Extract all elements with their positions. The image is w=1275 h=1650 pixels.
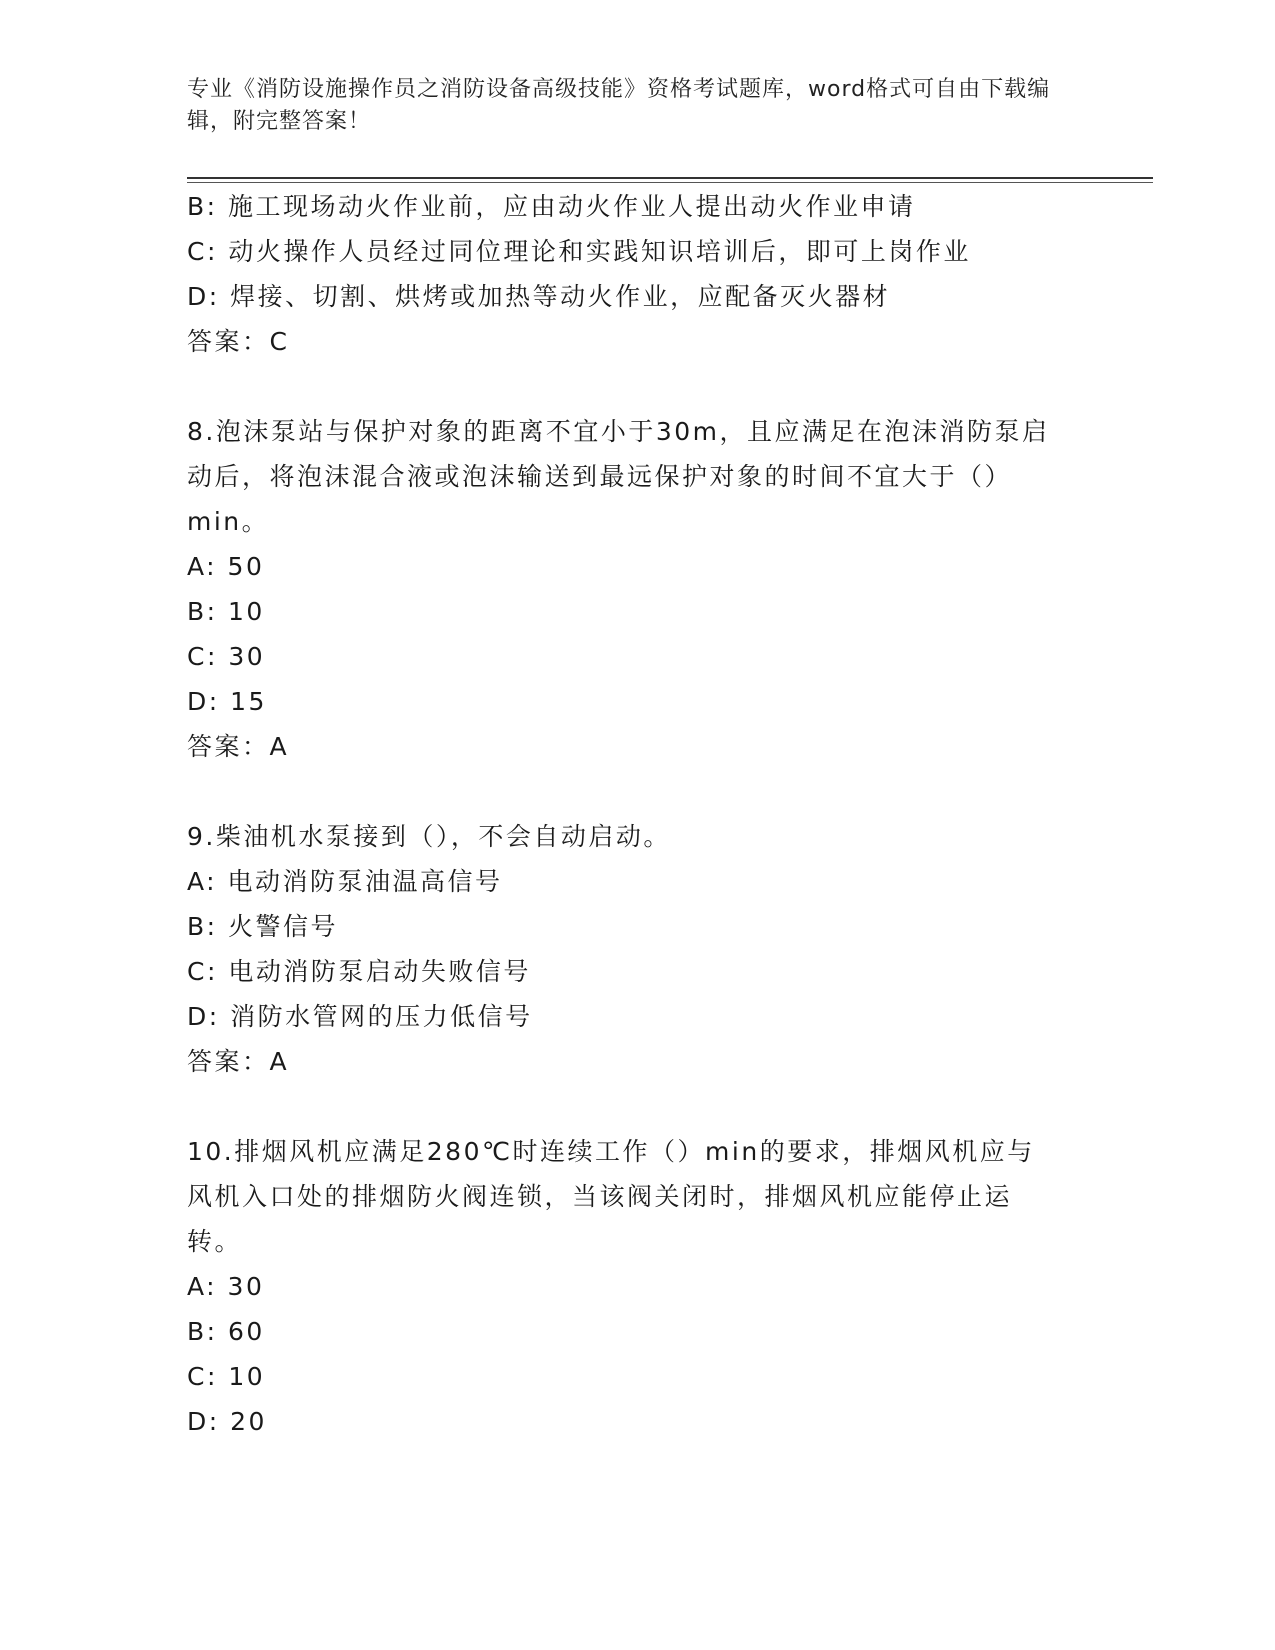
- q8-stem-line-2: 动后，将泡沫混合液或泡沫输送到最远保护对象的时间不宜大于（）: [187, 462, 1013, 491]
- q8-option-b: B: 10: [187, 597, 265, 626]
- q9-stem: 9.柴油机水泵接到（），不会自动启动。: [187, 822, 671, 851]
- q9-option-a: A: 电动消防泵油温高信号: [187, 867, 503, 896]
- q10-option-b: B: 60: [187, 1317, 265, 1346]
- q10-option-c: C: 10: [187, 1362, 266, 1391]
- q8-answer: 答案：A: [187, 732, 290, 761]
- q8-option-d: D: 15: [187, 687, 267, 716]
- q10-stem-line-2: 风机入口处的排烟防火阀连锁，当该阀关闭时，排烟风机应能停止运: [187, 1182, 1013, 1211]
- q10-stem-line-1: 10.排烟风机应满足280℃时连续工作（）min的要求，排烟风机应与: [187, 1137, 1035, 1166]
- q8-option-c: C: 30: [187, 642, 266, 671]
- q9-option-d: D: 消防水管网的压力低信号: [187, 1002, 533, 1031]
- q7-answer: 答案：C: [187, 327, 290, 356]
- q10-option-d: D: 20: [187, 1407, 267, 1436]
- q8-option-a: A: 50: [187, 552, 265, 581]
- q9-answer: 答案：A: [187, 1047, 290, 1076]
- header-rule-secondary: [187, 182, 1153, 183]
- q7-option-c: C: 动火操作人员经过同位理论和实践知识培训后，即可上岗作业: [187, 237, 971, 266]
- q7-option-d: D: 焊接、切割、烘烤或加热等动火作业，应配备灭火器材: [187, 282, 891, 311]
- page-header: 专业《消防设施操作员之消防设备高级技能》资格考试题库，word格式可自由下载编辑，附完整答案！: [187, 77, 1051, 134]
- q7-option-b: B: 施工现场动火作业前，应由动火作业人提出动火作业申请: [187, 192, 916, 221]
- q8-stem-line-3: min。: [187, 507, 270, 536]
- q8-stem-line-1: 8.泡沫泵站与保护对象的距离不宜小于30m，且应满足在泡沫消防泵启: [187, 417, 1050, 446]
- q9-option-c: C: 电动消防泵启动失败信号: [187, 957, 531, 986]
- q10-stem-line-3: 转。: [187, 1227, 243, 1256]
- q10-option-a: A: 30: [187, 1272, 265, 1301]
- header-rule: [187, 177, 1153, 179]
- q9-option-b: B: 火警信号: [187, 912, 339, 941]
